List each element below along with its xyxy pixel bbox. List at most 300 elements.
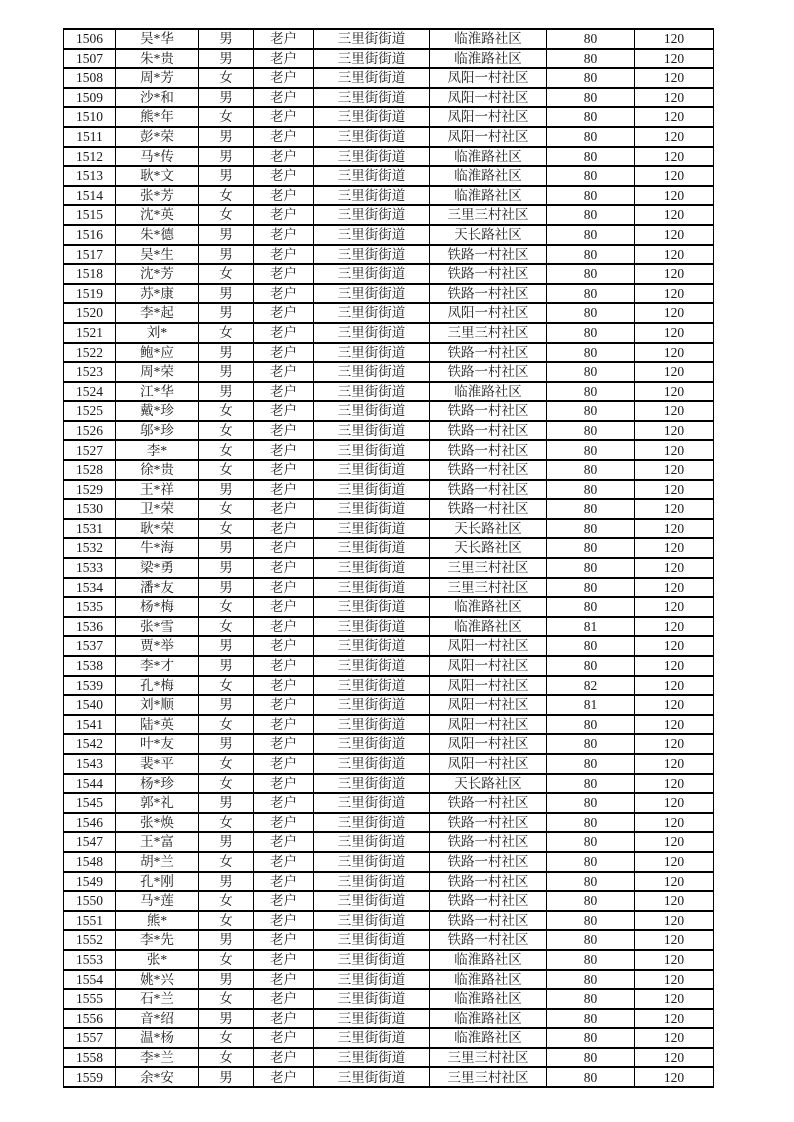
subsidy-value-cell: 80: [547, 519, 635, 539]
street-cell: 三里街街道: [314, 715, 430, 735]
amount-value-cell: 120: [635, 284, 714, 304]
street-cell: 三里街街道: [314, 127, 430, 147]
table-row: [64, 774, 714, 794]
records-table: [63, 28, 714, 1088]
subsidy-value-cell: 80: [547, 774, 635, 794]
table-row: [64, 29, 714, 49]
amount-value-cell: 120: [635, 617, 714, 637]
serial-number-cell: 1508: [64, 68, 116, 88]
gender-cell: 女: [199, 440, 254, 460]
amount-value-cell: 120: [635, 715, 714, 735]
subsidy-value-cell: 80: [547, 49, 635, 69]
amount-value-cell: 120: [635, 754, 714, 774]
name-cell: 潘*友: [116, 578, 199, 598]
community-cell: 铁路一村社区: [430, 872, 547, 892]
subsidy-value-cell: 80: [547, 166, 635, 186]
amount-value-cell: 120: [635, 107, 714, 127]
community-cell: 铁路一村社区: [430, 440, 547, 460]
subsidy-value-cell: 80: [547, 538, 635, 558]
serial-number-cell: 1546: [64, 813, 116, 833]
serial-number-cell: 1524: [64, 382, 116, 402]
table-row: [64, 578, 714, 598]
amount-value-cell: 120: [635, 440, 714, 460]
amount-value-cell: 120: [635, 597, 714, 617]
name-cell: 沙*和: [116, 88, 199, 108]
household-type-cell: 老户: [254, 930, 314, 950]
name-cell: 耿*文: [116, 166, 199, 186]
serial-number-cell: 1552: [64, 930, 116, 950]
table-row: [64, 715, 714, 735]
subsidy-value-cell: 80: [547, 29, 635, 49]
street-cell: 三里街街道: [314, 499, 430, 519]
community-cell: 三里三村社区: [430, 323, 547, 343]
community-cell: 天长路社区: [430, 538, 547, 558]
serial-number-cell: 1531: [64, 519, 116, 539]
name-cell: 李*先: [116, 930, 199, 950]
serial-number-cell: 1536: [64, 617, 116, 637]
street-cell: 三里街街道: [314, 1067, 430, 1087]
serial-number-cell: 1557: [64, 1028, 116, 1048]
serial-number-cell: 1556: [64, 1009, 116, 1029]
street-cell: 三里街街道: [314, 617, 430, 637]
street-cell: 三里街街道: [314, 382, 430, 402]
name-cell: 裴*平: [116, 754, 199, 774]
amount-value-cell: 120: [635, 480, 714, 500]
serial-number-cell: 1545: [64, 793, 116, 813]
name-cell: 朱*德: [116, 225, 199, 245]
gender-cell: 男: [199, 1067, 254, 1087]
community-cell: 临淮路社区: [430, 147, 547, 167]
name-cell: 戴*珍: [116, 401, 199, 421]
street-cell: 三里街街道: [314, 774, 430, 794]
gender-cell: 男: [199, 656, 254, 676]
amount-value-cell: 120: [635, 636, 714, 656]
subsidy-value-cell: 80: [547, 284, 635, 304]
name-cell: 叶*友: [116, 734, 199, 754]
subsidy-value-cell: 80: [547, 930, 635, 950]
serial-number-cell: 1541: [64, 715, 116, 735]
subsidy-value-cell: 80: [547, 147, 635, 167]
street-cell: 三里街街道: [314, 166, 430, 186]
household-type-cell: 老户: [254, 480, 314, 500]
household-type-cell: 老户: [254, 538, 314, 558]
community-cell: 临淮路社区: [430, 989, 547, 1009]
community-cell: 临淮路社区: [430, 597, 547, 617]
street-cell: 三里街街道: [314, 205, 430, 225]
table-row: [64, 205, 714, 225]
community-cell: 铁路一村社区: [430, 343, 547, 363]
subsidy-value-cell: 80: [547, 225, 635, 245]
name-cell: 王*祥: [116, 480, 199, 500]
name-cell: 张*芳: [116, 186, 199, 206]
street-cell: 三里街街道: [314, 401, 430, 421]
subsidy-value-cell: 80: [547, 245, 635, 265]
serial-number-cell: 1532: [64, 538, 116, 558]
street-cell: 三里街街道: [314, 186, 430, 206]
table-row: [64, 362, 714, 382]
name-cell: 贾*举: [116, 636, 199, 656]
household-type-cell: 老户: [254, 303, 314, 323]
street-cell: 三里街街道: [314, 29, 430, 49]
household-type-cell: 老户: [254, 715, 314, 735]
community-cell: 铁路一村社区: [430, 264, 547, 284]
name-cell: 石*兰: [116, 989, 199, 1009]
household-type-cell: 老户: [254, 617, 314, 637]
gender-cell: 女: [199, 205, 254, 225]
table-row: [64, 754, 714, 774]
serial-number-cell: 1550: [64, 891, 116, 911]
street-cell: 三里街街道: [314, 950, 430, 970]
household-type-cell: 老户: [254, 852, 314, 872]
street-cell: 三里街街道: [314, 264, 430, 284]
household-type-cell: 老户: [254, 68, 314, 88]
community-cell: 铁路一村社区: [430, 891, 547, 911]
amount-value-cell: 120: [635, 930, 714, 950]
table-row: [64, 460, 714, 480]
household-type-cell: 老户: [254, 676, 314, 696]
gender-cell: 男: [199, 88, 254, 108]
community-cell: 天长路社区: [430, 225, 547, 245]
table-row: [64, 970, 714, 990]
name-cell: 郭*礼: [116, 793, 199, 813]
household-type-cell: 老户: [254, 558, 314, 578]
community-cell: 铁路一村社区: [430, 813, 547, 833]
name-cell: 刘*: [116, 323, 199, 343]
street-cell: 三里街街道: [314, 362, 430, 382]
gender-cell: 女: [199, 597, 254, 617]
household-type-cell: 老户: [254, 1028, 314, 1048]
amount-value-cell: 120: [635, 401, 714, 421]
gender-cell: 男: [199, 303, 254, 323]
table-row: [64, 676, 714, 696]
community-cell: 临淮路社区: [430, 29, 547, 49]
table-row: [64, 245, 714, 265]
street-cell: 三里街街道: [314, 891, 430, 911]
gender-cell: 男: [199, 29, 254, 49]
amount-value-cell: 120: [635, 774, 714, 794]
table-row: [64, 107, 714, 127]
serial-number-cell: 1509: [64, 88, 116, 108]
serial-number-cell: 1555: [64, 989, 116, 1009]
community-cell: 临淮路社区: [430, 970, 547, 990]
street-cell: 三里街街道: [314, 225, 430, 245]
amount-value-cell: 120: [635, 499, 714, 519]
amount-value-cell: 120: [635, 460, 714, 480]
household-type-cell: 老户: [254, 597, 314, 617]
serial-number-cell: 1533: [64, 558, 116, 578]
subsidy-value-cell: 80: [547, 754, 635, 774]
amount-value-cell: 120: [635, 382, 714, 402]
street-cell: 三里街街道: [314, 284, 430, 304]
amount-value-cell: 120: [635, 127, 714, 147]
community-cell: 凤阳一村社区: [430, 734, 547, 754]
amount-value-cell: 120: [635, 872, 714, 892]
community-cell: 三里三村社区: [430, 205, 547, 225]
gender-cell: 女: [199, 401, 254, 421]
gender-cell: 女: [199, 519, 254, 539]
subsidy-value-cell: 80: [547, 950, 635, 970]
table-row: [64, 695, 714, 715]
serial-number-cell: 1521: [64, 323, 116, 343]
name-cell: 朱*贵: [116, 49, 199, 69]
household-type-cell: 老户: [254, 401, 314, 421]
table-row: [64, 617, 714, 637]
table-row: [64, 499, 714, 519]
amount-value-cell: 120: [635, 225, 714, 245]
amount-value-cell: 120: [635, 421, 714, 441]
gender-cell: 女: [199, 1048, 254, 1068]
table-row: [64, 989, 714, 1009]
household-type-cell: 老户: [254, 970, 314, 990]
community-cell: 临淮路社区: [430, 186, 547, 206]
gender-cell: 女: [199, 323, 254, 343]
gender-cell: 男: [199, 872, 254, 892]
street-cell: 三里街街道: [314, 538, 430, 558]
street-cell: 三里街街道: [314, 107, 430, 127]
serial-number-cell: 1548: [64, 852, 116, 872]
community-cell: 临淮路社区: [430, 1028, 547, 1048]
community-cell: 临淮路社区: [430, 950, 547, 970]
subsidy-value-cell: 80: [547, 460, 635, 480]
household-type-cell: 老户: [254, 832, 314, 852]
amount-value-cell: 120: [635, 1009, 714, 1029]
subsidy-value-cell: 80: [547, 1028, 635, 1048]
table-row: [64, 323, 714, 343]
gender-cell: 男: [199, 832, 254, 852]
amount-value-cell: 120: [635, 323, 714, 343]
subsidy-value-cell: 80: [547, 88, 635, 108]
serial-number-cell: 1518: [64, 264, 116, 284]
gender-cell: 男: [199, 930, 254, 950]
serial-number-cell: 1559: [64, 1067, 116, 1087]
street-cell: 三里街街道: [314, 832, 430, 852]
street-cell: 三里街街道: [314, 460, 430, 480]
subsidy-value-cell: 80: [547, 852, 635, 872]
amount-value-cell: 120: [635, 29, 714, 49]
subsidy-value-cell: 82: [547, 676, 635, 696]
household-type-cell: 老户: [254, 29, 314, 49]
amount-value-cell: 120: [635, 362, 714, 382]
gender-cell: 女: [199, 460, 254, 480]
gender-cell: 女: [199, 676, 254, 696]
gender-cell: 男: [199, 245, 254, 265]
street-cell: 三里街街道: [314, 421, 430, 441]
name-cell: 吴*华: [116, 29, 199, 49]
table-row: [64, 284, 714, 304]
gender-cell: 女: [199, 891, 254, 911]
street-cell: 三里街街道: [314, 303, 430, 323]
community-cell: 凤阳一村社区: [430, 695, 547, 715]
subsidy-value-cell: 81: [547, 695, 635, 715]
street-cell: 三里街街道: [314, 989, 430, 1009]
serial-number-cell: 1558: [64, 1048, 116, 1068]
serial-number-cell: 1537: [64, 636, 116, 656]
gender-cell: 女: [199, 617, 254, 637]
subsidy-value-cell: 80: [547, 323, 635, 343]
subsidy-value-cell: 80: [547, 127, 635, 147]
household-type-cell: 老户: [254, 343, 314, 363]
community-cell: 临淮路社区: [430, 617, 547, 637]
community-cell: 三里三村社区: [430, 558, 547, 578]
subsidy-value-cell: 80: [547, 480, 635, 500]
amount-value-cell: 120: [635, 852, 714, 872]
gender-cell: 男: [199, 166, 254, 186]
serial-number-cell: 1538: [64, 656, 116, 676]
serial-number-cell: 1513: [64, 166, 116, 186]
subsidy-value-cell: 80: [547, 970, 635, 990]
serial-number-cell: 1529: [64, 480, 116, 500]
household-type-cell: 老户: [254, 264, 314, 284]
gender-cell: 女: [199, 264, 254, 284]
name-cell: 鲍*应: [116, 343, 199, 363]
table-row: [64, 1067, 714, 1087]
street-cell: 三里街街道: [314, 578, 430, 598]
gender-cell: 女: [199, 186, 254, 206]
subsidy-value-cell: 80: [547, 343, 635, 363]
street-cell: 三里街街道: [314, 1048, 430, 1068]
household-type-cell: 老户: [254, 578, 314, 598]
household-type-cell: 老户: [254, 911, 314, 931]
street-cell: 三里街街道: [314, 343, 430, 363]
household-type-cell: 老户: [254, 989, 314, 1009]
street-cell: 三里街街道: [314, 695, 430, 715]
gender-cell: 男: [199, 734, 254, 754]
table-row: [64, 480, 714, 500]
subsidy-value-cell: 80: [547, 715, 635, 735]
table-row: [64, 636, 714, 656]
name-cell: 音*绍: [116, 1009, 199, 1029]
table-row: [64, 656, 714, 676]
household-type-cell: 老户: [254, 440, 314, 460]
street-cell: 三里街街道: [314, 49, 430, 69]
serial-number-cell: 1510: [64, 107, 116, 127]
name-cell: 王*富: [116, 832, 199, 852]
community-cell: 凤阳一村社区: [430, 303, 547, 323]
household-type-cell: 老户: [254, 362, 314, 382]
table-row: [64, 343, 714, 363]
amount-value-cell: 120: [635, 734, 714, 754]
community-cell: 临淮路社区: [430, 166, 547, 186]
community-cell: 铁路一村社区: [430, 362, 547, 382]
amount-value-cell: 120: [635, 1028, 714, 1048]
gender-cell: 女: [199, 989, 254, 1009]
serial-number-cell: 1539: [64, 676, 116, 696]
street-cell: 三里街街道: [314, 519, 430, 539]
table-row: [64, 264, 714, 284]
amount-value-cell: 120: [635, 147, 714, 167]
name-cell: 梁*勇: [116, 558, 199, 578]
household-type-cell: 老户: [254, 284, 314, 304]
household-type-cell: 老户: [254, 813, 314, 833]
subsidy-value-cell: 81: [547, 617, 635, 637]
household-type-cell: 老户: [254, 499, 314, 519]
amount-value-cell: 120: [635, 303, 714, 323]
subsidy-value-cell: 80: [547, 813, 635, 833]
name-cell: 杨*梅: [116, 597, 199, 617]
subsidy-value-cell: 80: [547, 264, 635, 284]
name-cell: 周*荣: [116, 362, 199, 382]
serial-number-cell: 1527: [64, 440, 116, 460]
name-cell: 沈*英: [116, 205, 199, 225]
gender-cell: 女: [199, 1028, 254, 1048]
table-row: [64, 1009, 714, 1029]
name-cell: 马*传: [116, 147, 199, 167]
amount-value-cell: 120: [635, 264, 714, 284]
community-cell: 三里三村社区: [430, 1067, 547, 1087]
table-row: [64, 813, 714, 833]
street-cell: 三里街街道: [314, 793, 430, 813]
serial-number-cell: 1528: [64, 460, 116, 480]
community-cell: 凤阳一村社区: [430, 88, 547, 108]
subsidy-value-cell: 80: [547, 186, 635, 206]
amount-value-cell: 120: [635, 538, 714, 558]
community-cell: 凤阳一村社区: [430, 656, 547, 676]
name-cell: 苏*康: [116, 284, 199, 304]
serial-number-cell: 1519: [64, 284, 116, 304]
name-cell: 孔*梅: [116, 676, 199, 696]
serial-number-cell: 1530: [64, 499, 116, 519]
name-cell: 张*雪: [116, 617, 199, 637]
subsidy-value-cell: 80: [547, 558, 635, 578]
gender-cell: 男: [199, 147, 254, 167]
name-cell: 邬*珍: [116, 421, 199, 441]
subsidy-value-cell: 80: [547, 872, 635, 892]
household-type-cell: 老户: [254, 166, 314, 186]
amount-value-cell: 120: [635, 695, 714, 715]
amount-value-cell: 120: [635, 989, 714, 1009]
household-type-cell: 老户: [254, 734, 314, 754]
household-type-cell: 老户: [254, 1009, 314, 1029]
table-row: [64, 793, 714, 813]
serial-number-cell: 1540: [64, 695, 116, 715]
amount-value-cell: 120: [635, 832, 714, 852]
household-type-cell: 老户: [254, 107, 314, 127]
gender-cell: 男: [199, 127, 254, 147]
gender-cell: 男: [199, 343, 254, 363]
gender-cell: 男: [199, 480, 254, 500]
community-cell: 三里三村社区: [430, 1048, 547, 1068]
household-type-cell: 老户: [254, 225, 314, 245]
name-cell: 周*芳: [116, 68, 199, 88]
table-row: [64, 166, 714, 186]
subsidy-value-cell: 80: [547, 401, 635, 421]
community-cell: 天长路社区: [430, 519, 547, 539]
gender-cell: 女: [199, 715, 254, 735]
community-cell: 铁路一村社区: [430, 930, 547, 950]
community-cell: 铁路一村社区: [430, 852, 547, 872]
amount-value-cell: 120: [635, 813, 714, 833]
community-cell: 铁路一村社区: [430, 460, 547, 480]
table-row: [64, 382, 714, 402]
table-row: [64, 519, 714, 539]
name-cell: 牛*海: [116, 538, 199, 558]
serial-number-cell: 1553: [64, 950, 116, 970]
amount-value-cell: 120: [635, 205, 714, 225]
street-cell: 三里街街道: [314, 911, 430, 931]
gender-cell: 男: [199, 636, 254, 656]
serial-number-cell: 1544: [64, 774, 116, 794]
amount-value-cell: 120: [635, 166, 714, 186]
serial-number-cell: 1507: [64, 49, 116, 69]
street-cell: 三里街街道: [314, 1028, 430, 1048]
table-row: [64, 147, 714, 167]
amount-value-cell: 120: [635, 88, 714, 108]
amount-value-cell: 120: [635, 950, 714, 970]
street-cell: 三里街街道: [314, 754, 430, 774]
table-row: [64, 950, 714, 970]
name-cell: 余*安: [116, 1067, 199, 1087]
gender-cell: 男: [199, 578, 254, 598]
